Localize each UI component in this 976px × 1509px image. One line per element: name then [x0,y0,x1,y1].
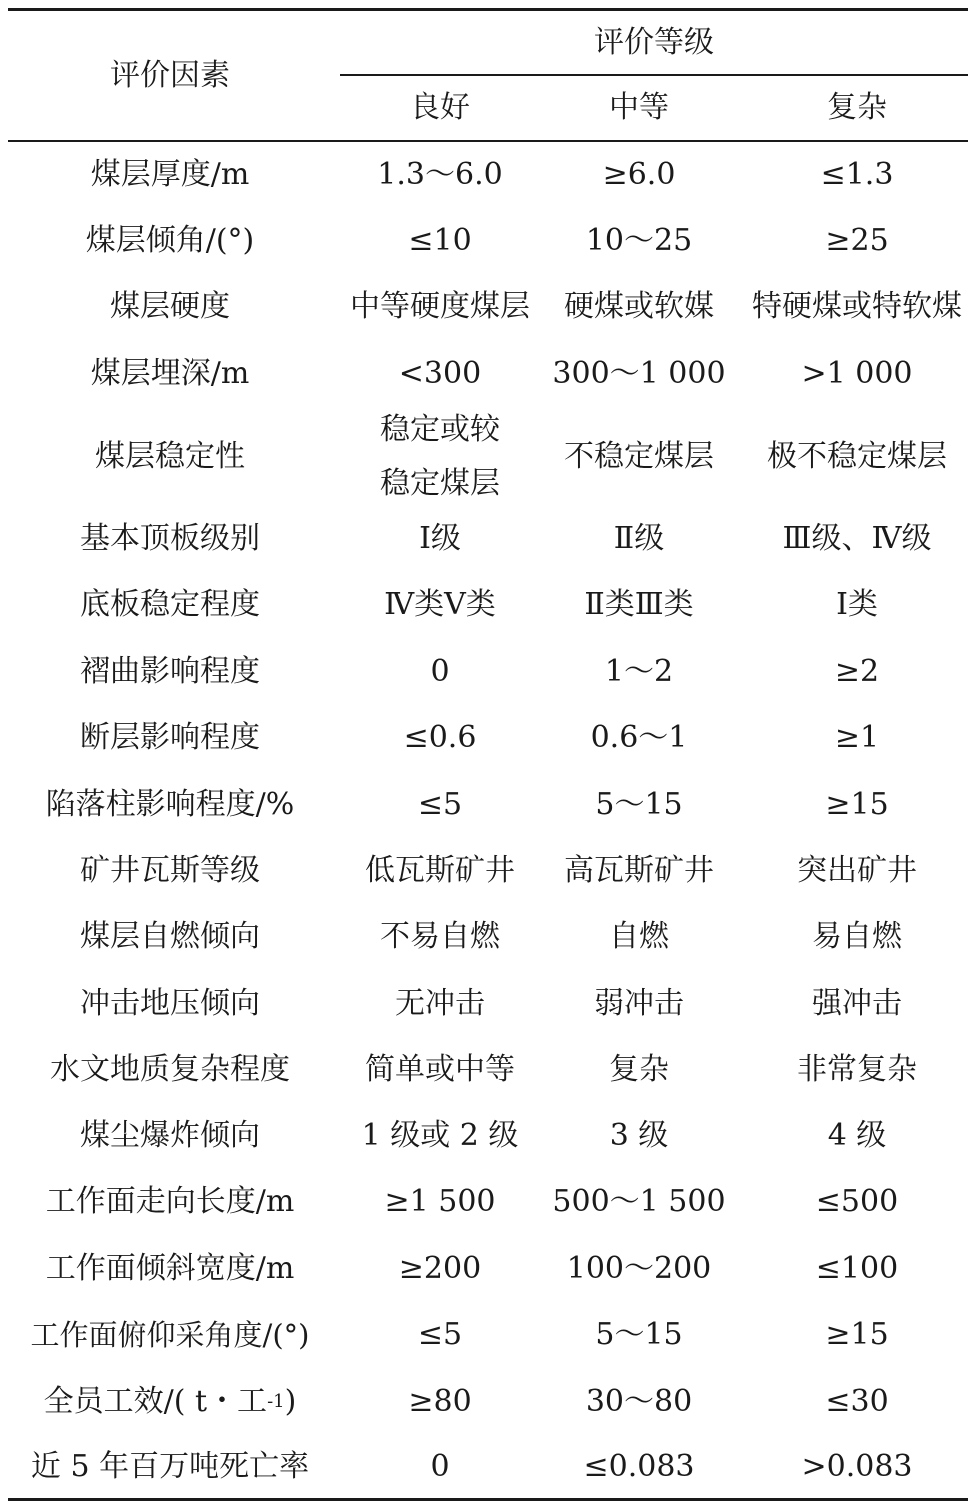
row-good: ≥80 [408,1384,472,1419]
row-medium: 1～2 [604,654,674,689]
row-factor: 煤层自燃倾向 [80,919,260,954]
row-medium: 300～1 000 [552,356,726,391]
row-factor: 断层影响程度 [80,720,260,755]
row-factor: 冲击地压倾向 [80,986,260,1021]
row-medium: Ⅱ类Ⅲ类 [584,587,694,622]
row-good: 无冲击 [395,986,485,1021]
row-complex: >0.083 [801,1449,913,1484]
row-good: Ⅳ类Ⅴ类 [384,587,496,622]
row-medium: 3 级 [609,1118,669,1153]
row-good: ≥200 [398,1251,482,1286]
row-good-line: 稳定或较 [380,412,500,447]
row-medium: 不稳定煤层 [564,439,714,474]
row-good: 不易自燃 [380,919,500,954]
row-factor: 煤层倾角/(°) [85,223,255,258]
row-complex: 突出矿井 [797,853,917,888]
row-factor: 煤层稳定性 [95,439,245,474]
row-good: Ⅰ级 [419,521,461,556]
row-medium: 100～200 [566,1251,712,1286]
row-factor: 工作面俯仰采角度/(°) [30,1317,310,1352]
row-medium: 5～15 [595,787,683,822]
row-factor: 陷落柱影响程度/% [45,787,295,822]
header-factor: 评价因素 [110,58,230,93]
row-good: ≤10 [408,223,472,258]
row-factor: 煤层埋深/m [90,356,250,391]
row-complex: ≤100 [815,1251,899,1286]
row-medium: 复杂 [609,1052,669,1087]
row-medium: Ⅱ级 [613,521,665,556]
row-factor: 全员工效/( t・工 -1 ) [0,1368,340,1436]
header-grade-medium: 中等 [609,90,669,125]
row-good [340,404,540,510]
row-medium: 弱冲击 [594,986,684,1021]
header-grade-group: 评价等级 [594,25,714,60]
row-good: 1.3～6.0 [377,157,503,192]
row-factor: 煤尘爆炸倾向 [80,1118,260,1153]
row-good: 中等硬度煤层 [350,289,530,324]
row-complex: ≥25 [825,223,889,258]
row-factor: 工作面倾斜宽度/m [45,1251,295,1286]
row-complex: 特硬煤或特软煤 [752,289,962,324]
row-medium: 高瓦斯矿井 [564,853,714,888]
row-medium: 硬煤或软媒 [564,289,714,324]
row-complex: 非常复杂 [797,1052,917,1087]
row-factor: 工作面走向长度/m [45,1184,295,1219]
row-factor: 褶曲影响程度 [80,654,260,689]
row-good: 0 [430,654,450,689]
row-good: ≤0.6 [403,720,477,755]
row-good: 简单或中等 [365,1052,515,1087]
row-medium: 30～80 [585,1384,693,1419]
row-factor: 近 5 年百万吨死亡率 [30,1449,310,1484]
row-medium: ≥6.0 [602,157,676,192]
row-complex: ≥15 [825,787,889,822]
row-medium: ≤0.083 [583,1449,695,1484]
row-complex: ≤30 [825,1384,889,1419]
row-medium: 10～25 [585,223,693,258]
row-factor: 煤层硬度 [110,289,230,324]
row-medium: 500～1 500 [552,1184,726,1219]
factor-text: 全员工效/( t・工 [43,1384,268,1419]
row-factor: 矿井瓦斯等级 [80,853,260,888]
row-factor: 基本顶板级别 [80,521,260,556]
row-complex: Ⅰ类 [836,587,878,622]
row-complex: 4 级 [827,1118,887,1153]
row-complex: ≥1 [834,720,880,755]
row-complex: 极不稳定煤层 [767,439,947,474]
row-complex: Ⅲ级、Ⅳ级 [782,521,932,556]
row-complex: 强冲击 [812,986,902,1021]
header-grade-good: 良好 [410,90,470,125]
table-top-rule [8,8,968,11]
row-good: <300 [398,356,482,391]
row-medium: 0.6～1 [590,720,688,755]
row-good: 0 [430,1449,450,1484]
row-good: ≥1 500 [384,1184,496,1219]
row-complex: >1 000 [801,356,913,391]
row-complex: ≥2 [834,654,880,689]
row-good: ≤5 [417,787,463,822]
row-complex: 易自燃 [812,919,902,954]
row-good: 1 级或 2 级 [361,1118,519,1153]
row-medium: 5～15 [595,1317,683,1352]
row-complex: ≥15 [825,1317,889,1352]
row-medium: 自燃 [609,919,669,954]
factor-text-tail: ) [284,1384,297,1419]
row-factor: 底板稳定程度 [80,587,260,622]
row-complex: ≤500 [815,1184,899,1219]
row-factor: 煤层厚度/m [90,157,250,192]
row-complex: ≤1.3 [820,157,894,192]
row-good: ≤5 [417,1317,463,1352]
header-grade-complex: 复杂 [827,90,887,125]
row-good-line: 稳定煤层 [380,466,500,501]
row-good: 低瓦斯矿井 [365,853,515,888]
row-factor: 水文地质复杂程度 [50,1052,290,1087]
